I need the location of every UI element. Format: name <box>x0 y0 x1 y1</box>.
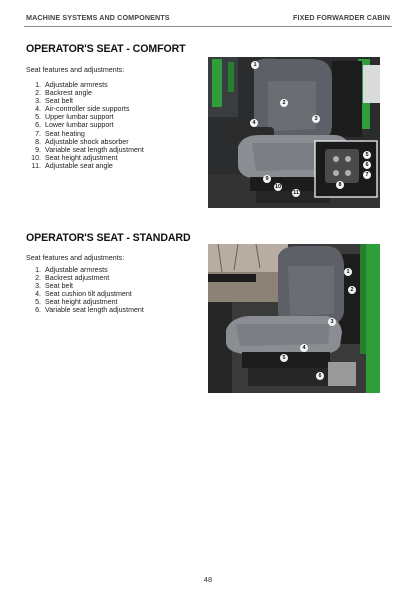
list-item: 5. Seat height adjustment <box>35 298 118 307</box>
callout-marker: 10 <box>274 184 282 190</box>
list-item: 6. Lower lumbar support <box>35 121 114 130</box>
standard-seat-title: OPERATOR'S SEAT - STANDARD <box>26 232 191 244</box>
page-header <box>24 10 392 27</box>
callout-marker: 3 <box>312 115 320 123</box>
list-item: 3. Seat belt <box>35 282 74 291</box>
callout-marker: 6 <box>316 372 324 380</box>
comfort-seat-photo <box>208 57 380 208</box>
standard-seat-illustration <box>208 244 380 393</box>
comfort-seat-title: OPERATOR'S SEAT - COMFORT <box>26 43 186 55</box>
callout-marker: 1 <box>251 61 259 69</box>
list-item: 2. Backrest angle <box>35 89 92 98</box>
page-number: 48 <box>203 575 213 584</box>
list-item: 6. Variable seat length adjustment <box>35 306 144 315</box>
callout-marker: 7 <box>363 171 371 179</box>
standard-feature-list <box>26 266 144 315</box>
callout-marker: 1 <box>344 268 352 276</box>
list-item: 11. Adjustable seat angle <box>31 161 113 170</box>
header-chapter: MACHINE SYSTEMS AND COMPONENTS <box>26 13 170 22</box>
list-item: 5. Upper lumbar support <box>35 113 114 122</box>
callout-marker: 11 <box>293 190 299 196</box>
callout-marker: 5 <box>280 354 288 362</box>
list-item: 7. Seat heating <box>35 129 85 138</box>
list-item: 8. Adjustable shock absorber <box>35 137 129 146</box>
list-item: 1. Adjustable armrests <box>35 266 108 274</box>
list-item: 4. Seat cushion tilt adjustment <box>35 290 132 299</box>
standard-seat-photo <box>208 244 380 393</box>
list-item: 2. Backrest adjustment <box>35 274 110 283</box>
callout-marker: 5 <box>363 151 371 159</box>
standard-intro: Seat features and adjustments: <box>26 254 125 262</box>
callout-marker: 2 <box>280 99 288 107</box>
list-item: 10. Seat height adjustment <box>31 153 118 162</box>
list-item: 4. Air-controller side supports <box>35 105 130 114</box>
callout-marker: 9 <box>263 175 271 183</box>
list-item: 1. Adjustable armrests <box>35 81 108 89</box>
comfort-feature-list <box>26 81 144 170</box>
list-item: 9. Variable seat length adjustment <box>35 145 144 154</box>
callout-marker: 4 <box>250 119 258 127</box>
list-item: 3. Seat belt <box>35 97 74 106</box>
callout-marker: 6 <box>363 161 371 169</box>
comfort-intro: Seat features and adjustments: <box>26 66 125 74</box>
header-section: FIXED FORWARDER CABIN <box>292 13 390 22</box>
callout-marker: 8 <box>336 181 344 189</box>
callout-marker: 4 <box>300 344 308 352</box>
callout-marker: 3 <box>328 318 336 326</box>
comfort-seat-illustration <box>208 57 380 208</box>
callout-marker: 2 <box>348 286 356 294</box>
